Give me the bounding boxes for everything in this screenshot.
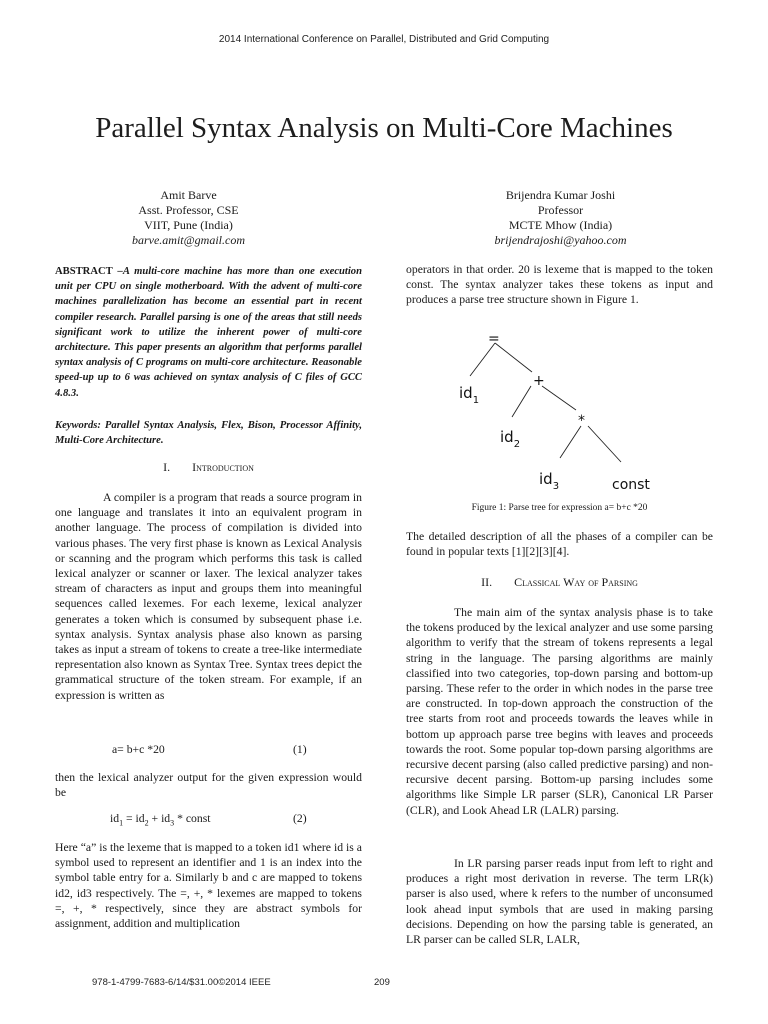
equation-2-number: (2) — [293, 812, 307, 825]
tree-edge — [495, 343, 532, 372]
section-number: II. — [481, 575, 493, 589]
tree-edge — [588, 426, 621, 462]
author-affiliation: MCTE Mhow (India) — [508, 218, 613, 232]
author-block-1 — [55, 188, 322, 248]
author-role: Asst. Professor, CSE — [138, 203, 239, 217]
tree-node-star: * — [578, 413, 585, 429]
section-title: Classical Way of Parsing — [514, 575, 638, 589]
author-block-2 — [408, 188, 713, 248]
tree-edge — [470, 343, 495, 376]
section-heading-introduction — [55, 460, 362, 475]
tree-node-id3: $id_3$ — [539, 470, 560, 492]
section-number: I. — [163, 460, 171, 474]
tree-node-id2: $id_2$ — [500, 428, 521, 450]
keywords: Keywords: Parallel Syntax Analysis, Flex, Bison, Processor Affinity, Multi-Core Architecture. — [55, 420, 362, 447]
tree-edge — [560, 426, 581, 458]
tree-node-plus: + — [533, 373, 545, 389]
figure-caption: Figure 1: Parse tree for expression a= b+c *20 — [471, 503, 648, 513]
section2-paragraph-2: In LR parsing parser reads input from left to right and produces a right most derivation in reverse. The term LR(k) parser is also used, where k refers to the number of unconsumed look ahead input symbols that are used in making parsing decisions. Depending on how the parsing table is generated, an LR parser can be called SLR, LALR, — [406, 857, 713, 947]
equation-2: $id_1 = id_2 + id_3$ * const — [110, 812, 211, 828]
section-heading-classical-parsing — [406, 575, 713, 590]
author-name: Brijendra Kumar Joshi — [505, 188, 616, 202]
abstract-text: –A multi-core machine has more than one execution unit per CPU on single motherboard. With the advent of multi-core machines parallelization has become an essential part in recent compiler research. Parallel parsing is one of the areas that still needs significant work to utilize the inherent power of multi-core architecture. This paper presents an algorithm that performs parallel syntax analysis of C programs on multi-core architecture. Reasonable speed-up up to 6 was achieved on syntax analysis of C files of GCC 4.8.3. — [55, 266, 362, 399]
author-role: Professor — [537, 203, 584, 217]
abstract-label: ABSTRACT — [55, 266, 113, 277]
section-title: Introduction — [192, 460, 254, 474]
tree-edge — [542, 386, 576, 410]
tree-node-assign: = — [488, 331, 500, 347]
tree-node-const: const — [612, 477, 650, 493]
right-paragraph-detail: The detailed description of all the phases of a compiler can be found in popular texts [1][2][3][4]. — [406, 530, 713, 559]
conference-header: 2014 International Conference on Parallel, Distributed and Grid Computing — [218, 34, 550, 45]
right-paragraph-top: operators in that order. 20 is lexeme that is mapped to the token const. The syntax analyzer takes these tokens as input and produces a parse tree structure shown in Figure 1. — [406, 263, 713, 307]
tree-edge — [512, 386, 531, 417]
page-number: 209 — [374, 977, 390, 988]
abstract — [55, 264, 362, 401]
author-email[interactable]: barve.amit@gmail.com — [131, 233, 246, 247]
intro-paragraph-1: A compiler is a program that reads a source program in one language and translates it into an equivalent program in another language. The process of compilation is divided into various phases. The very first phase is known as Lexical Analysis or scanning and the program which performs this task is called lexical analyzer or scanner or laxer. The lexical analyzer takes stream of characters as input and groups them into meaningful sequences called lexemes. For each lexeme, lexical analyzer generates a token which is consumed by subsequent phase i.e. syntax analysis. Syntax analysis phase also known as parsing takes as input a stream of tokens to create a tree-like intermediate representation also known as Syntax Tree. Syntax trees depict the grammatical structure of the token stream. For example, if an expression is written as — [55, 491, 362, 702]
author-email[interactable]: brijendrajoshi@yahoo.com — [494, 233, 627, 247]
paper-title: Parallel Syntax Analysis on Multi-Core Machines — [95, 112, 673, 144]
section2-paragraph-1: The main aim of the syntax analysis phase is to take the tokens produced by the lexical analyzer and use some parsing algorithm to verify that the stream of tokens represents a legal string in the language. The parsing algorithms are mainly classified into two categories, top-down parsing and bottom-up parsing. These refer to the order in which nodes in the parse tree are constructed. In top-down approach the construction of the tree starts from root and proceeds towards the leaves while in bottom up approach parse tree begins with leaves and proceeds towards the root. Some popular top-down parsing algorithms are recursive decent parsing (also called predictive parsing) and non-recursive decent parsing. Bottom-up parsing includes some algorithms like Simple LR parser (SLR), Canonical LR Parser (CLR), and Look Ahead LR (LALR) parsing. — [406, 606, 713, 817]
tree-node-id1: $id_1$ — [459, 384, 480, 406]
parse-tree-figure — [440, 322, 680, 502]
author-affiliation: VIIT, Pune (India) — [144, 218, 233, 232]
intro-paragraph-2: then the lexical analyzer output for the given expression would be — [55, 771, 362, 800]
intro-paragraph-3: Here “a” is the lexeme that is mapped to a token id1 where id is a symbol used to represent an identifier and 1 is an index into the symbol table entry for a. Similarly b and c are mapped to tokens id2, id3 respectively. The =, +, * lexemes are mapped to tokens =, +, * respectively, since they are abstract symbols for assignment, addition and multiplication — [55, 841, 362, 931]
equation-1-number: (1) — [293, 743, 307, 756]
footer-isbn: 978-1-4799-7683-6/14/$31.00©2014 IEEE — [92, 977, 271, 988]
author-name: Amit Barve — [160, 188, 217, 202]
equation-1: a= b+c *20 — [112, 743, 165, 756]
